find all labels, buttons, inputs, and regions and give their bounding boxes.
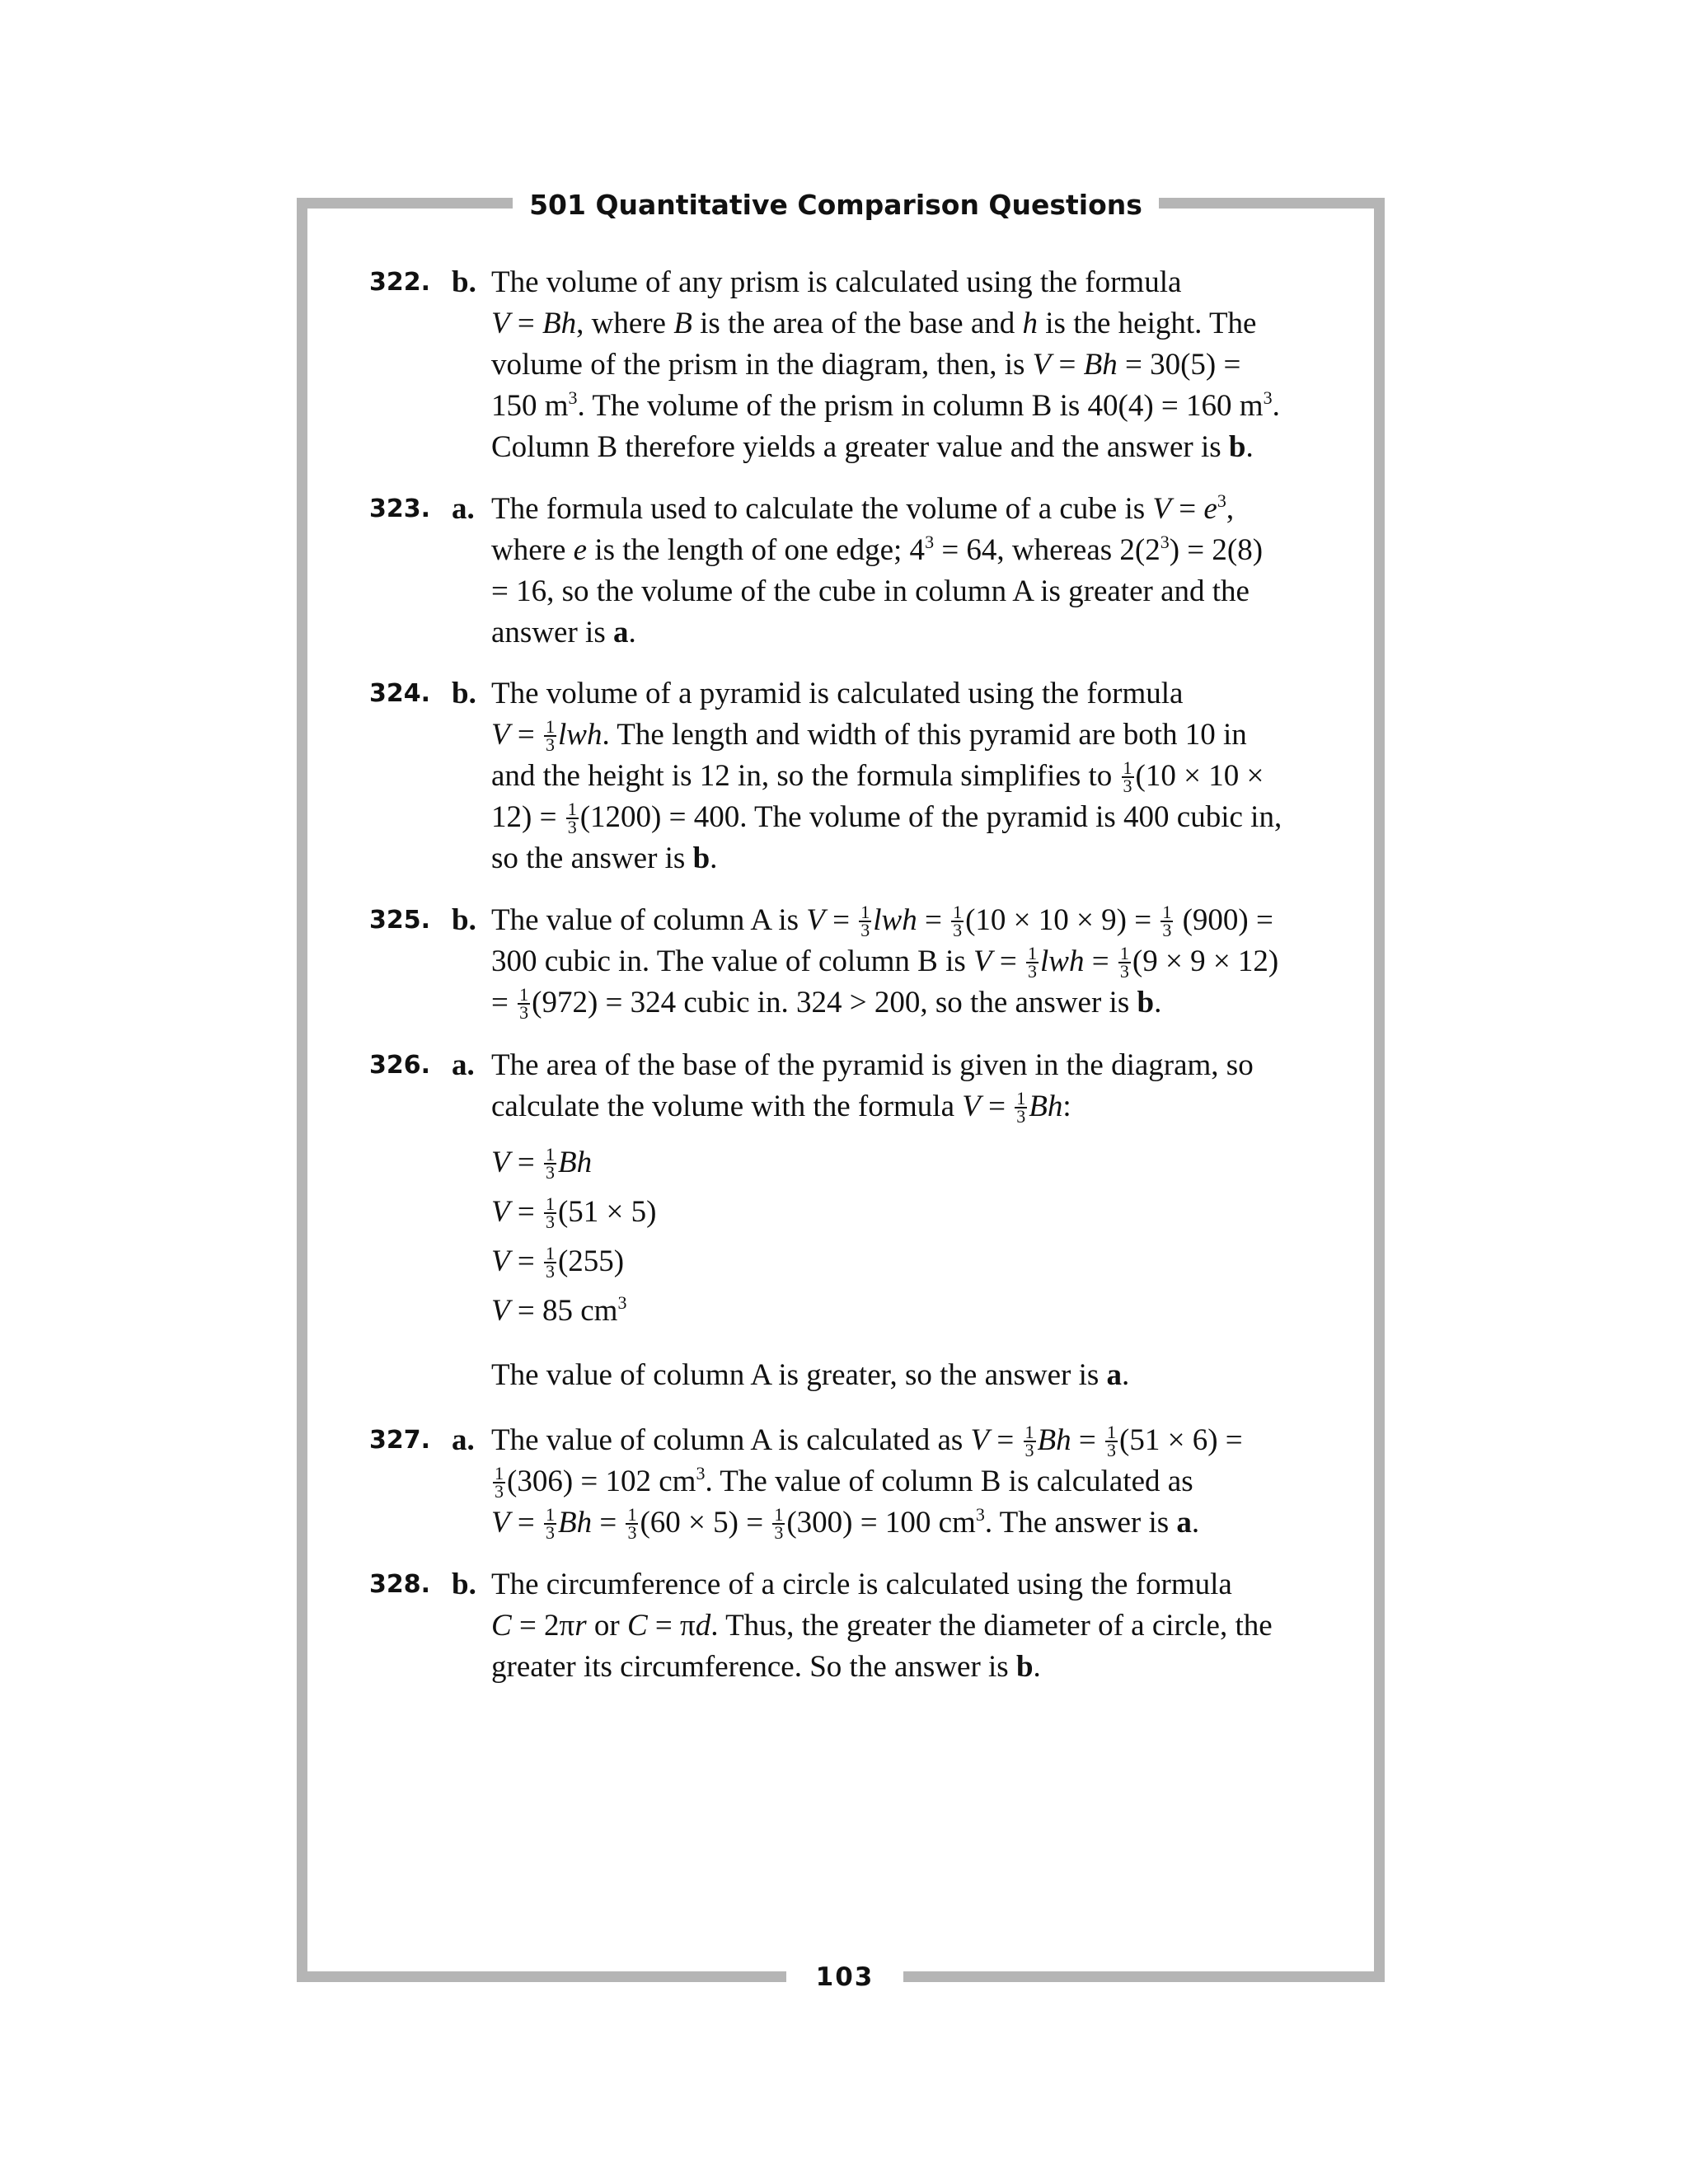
spacer xyxy=(491,1127,1348,1142)
line: where e is the length of one edge; $4^3 = 64$, whereas $2(2^3) = 2(8)$ xyxy=(491,532,1264,567)
explanation xyxy=(491,262,1348,468)
answer-letter: b. xyxy=(452,903,476,937)
question-number: 326. xyxy=(369,1051,431,1080)
line: answer is a. xyxy=(491,616,636,649)
answer-letter: a. xyxy=(452,1048,475,1082)
equation-line: V = $\frac{1}{3}$ (51 × 5) xyxy=(491,1193,657,1232)
fraction-one-third: $\frac{1}{3}$ xyxy=(774,1503,784,1543)
question-number: 322. xyxy=(369,268,431,297)
fraction-one-third: $\frac{1}{3}$ xyxy=(953,901,963,940)
fraction-one-third: $\frac{1}{3}$ xyxy=(1119,942,1129,982)
fraction-one-third: $\frac{1}{3}$ xyxy=(1025,1421,1034,1460)
explanation xyxy=(491,900,1348,1024)
line: V = Bh, where B is the area of the base and h is the height. The xyxy=(491,307,1257,340)
line: = $\frac{1}{3}$ (972) = 324 cubic in. 324 > 200, so the answer is b. xyxy=(491,983,1162,1023)
fraction-one-third: $\frac{1}{3}$ xyxy=(1107,1421,1117,1460)
fraction-one-third: $\frac{1}{3}$ xyxy=(1016,1087,1026,1127)
fraction-one-third: $\frac{1}{3}$ xyxy=(545,1242,555,1282)
line: The volume of a pyramid is calculated using the formula xyxy=(491,677,1184,710)
explanation xyxy=(491,1420,1348,1544)
line: 150 $m^3$. The volume of the prism in column B is 40(4) = 160 $m^3$. xyxy=(491,387,1280,423)
line: Column B therefore yields a greater value and the answer is b. xyxy=(491,430,1254,464)
fraction-one-third: $\frac{1}{3}$ xyxy=(1028,942,1038,982)
line: and the height is 12 in, so the formula simplifies to $\frac{1}{3}$ (10 × 10 × xyxy=(491,757,1264,796)
explanation xyxy=(491,1045,1348,1396)
question-number: 325. xyxy=(369,906,431,935)
frame-top-right xyxy=(1159,198,1385,209)
explanation xyxy=(491,1564,1348,1688)
explanation xyxy=(491,489,1348,654)
explanation xyxy=(491,673,1348,879)
frame-top-left xyxy=(297,198,513,209)
line: 12) = $\frac{1}{3}$ (1200) = 400. The volume of the pyramid is 400 cubic in, xyxy=(491,798,1282,837)
line: so the answer is b. xyxy=(491,841,718,875)
line: calculate the volume with the formula V = $\frac{1}{3}$ Bh: xyxy=(491,1087,1071,1127)
line: greater its circumference. So the answer is b. xyxy=(491,1650,1041,1684)
answer-letter: b. xyxy=(452,677,476,710)
spacer xyxy=(491,1340,1348,1355)
page-title: 501 Quantitative Comparison Questions xyxy=(529,189,1142,221)
answer-letter: a. xyxy=(452,492,475,526)
line: The formula used to calculate the volume of a cube is $V = e^3$, xyxy=(491,490,1235,526)
fraction-one-third: $\frac{1}{3}$ xyxy=(519,983,529,1023)
page-number: 103 xyxy=(815,1962,874,1992)
frame-left xyxy=(297,198,307,1982)
answer-letter: b. xyxy=(452,1568,476,1601)
fraction-one-third: $\frac{1}{3}$ xyxy=(1162,901,1172,940)
line: The circumference of a circle is calculated using the formula xyxy=(491,1568,1232,1601)
equation-line: V = 85 $cm^3$ xyxy=(491,1292,627,1328)
line: V = $\frac{1}{3}$ lwh. The length and width of this pyramid are both 10 in xyxy=(491,715,1247,755)
answer-letter: b. xyxy=(452,265,476,299)
line: The value of column A is calculated as V = $\frac{1}{3}$ Bh = $\frac{1}{3}$ (51 × 6) = xyxy=(491,1421,1243,1460)
question-number: 324. xyxy=(369,679,431,708)
fraction-one-third: $\frac{1}{3}$ xyxy=(860,901,870,940)
equation-line: V = $\frac{1}{3}$ (255) xyxy=(491,1242,625,1282)
fraction-one-third: $\frac{1}{3}$ xyxy=(1123,757,1132,796)
question-number: 323. xyxy=(369,494,431,523)
line: = 16, so the volume of the cube in column A is greater and the xyxy=(491,574,1250,608)
question-number: 327. xyxy=(369,1426,431,1455)
frame-bottom-right xyxy=(903,1971,1385,1982)
line: The value of column A is V = $\frac{1}{3}$ lwh = $\frac{1}{3}$ (10 × 10 × 9) = $\frac{1}{3}$ (900) = xyxy=(491,901,1273,940)
question-number: 328. xyxy=(369,1570,431,1599)
frame-bottom-left xyxy=(297,1971,786,1982)
line: volume of the prism in the diagram, then, is V = Bh = 30(5) = xyxy=(491,348,1241,382)
frame-right xyxy=(1374,198,1385,1982)
fraction-one-third: $\frac{1}{3}$ xyxy=(495,1462,504,1502)
line: $\frac{1}{3}$ (306) = 102 $cm^3$. The value of column B is calculated as xyxy=(495,1462,1193,1502)
fraction-one-third: $\frac{1}{3}$ xyxy=(545,1143,555,1183)
fraction-one-third: $\frac{1}{3}$ xyxy=(567,798,577,837)
answer-letter: a. xyxy=(452,1423,475,1457)
line: The value of column A is greater, so the answer is a. xyxy=(491,1358,1130,1392)
line: The area of the base of the pyramid is given in the diagram, so xyxy=(491,1048,1254,1082)
fraction-one-third: $\frac{1}{3}$ xyxy=(545,715,555,755)
fraction-one-third: $\frac{1}{3}$ xyxy=(627,1503,637,1543)
fraction-one-third: $\frac{1}{3}$ xyxy=(545,1193,555,1232)
line: V = $\frac{1}{3}$ Bh = $\frac{1}{3}$ (60 × 5) = $\frac{1}{3}$ (300) = 100 $cm^3$. The answer is a. xyxy=(491,1503,1200,1543)
line: 300 cubic in. The value of column B is V = $\frac{1}{3}$ lwh = $\frac{1}{3}$ (9 × 9 × 12) xyxy=(491,942,1279,982)
line: C = 2πr or C = πd. Thus, the greater the diameter of a circle, the xyxy=(491,1609,1273,1643)
equation-line: V = $\frac{1}{3}$ Bh xyxy=(491,1143,593,1183)
line: The volume of any prism is calculated using the formula xyxy=(491,265,1182,299)
fraction-one-third: $\frac{1}{3}$ xyxy=(545,1503,555,1543)
